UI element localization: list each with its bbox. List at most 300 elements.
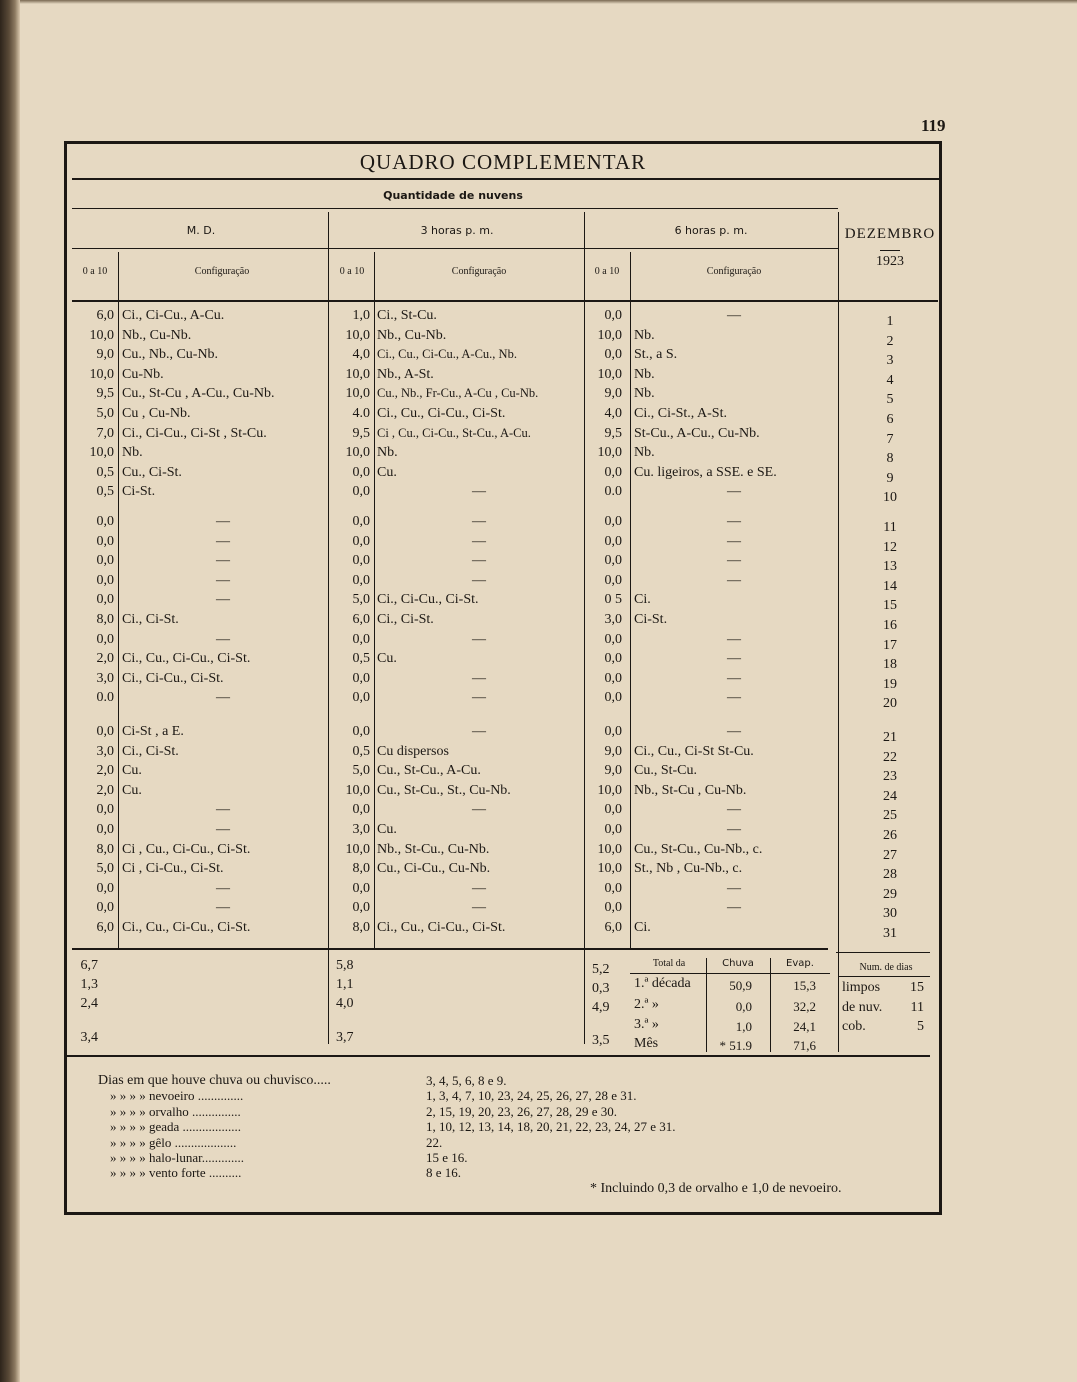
p3-cover-value: 10,0: [345, 327, 370, 343]
header-bottom-rule: [72, 300, 938, 302]
table-row: [0, 384, 1077, 408]
p3-cover-value: 0,0: [352, 670, 370, 686]
md-cover-value: 5,0: [96, 861, 114, 877]
md-config: Cu-Nb.: [122, 366, 164, 382]
md-config: Ci-St.: [122, 484, 156, 500]
p3-config: Cu dispersos: [377, 743, 449, 759]
md-config-dash: —: [216, 900, 230, 916]
day-number: 15: [883, 598, 897, 614]
table-row: [0, 551, 1077, 575]
md-cover-value: 0,0: [96, 724, 114, 739]
md-cover-value: 6,0: [96, 920, 114, 935]
day-number: 17: [883, 637, 897, 653]
day-number: 25: [883, 808, 897, 824]
p6-cover-value: 0,0: [604, 900, 622, 916]
p3-cover-value: 0,0: [352, 880, 370, 896]
md-config: Cu.: [122, 782, 142, 798]
md-config-dash: —: [216, 631, 230, 647]
p6-config-dash: —: [727, 880, 741, 896]
md-config-dash: —: [216, 514, 230, 529]
md-config-dash: —: [216, 572, 230, 588]
day-number: 14: [883, 578, 897, 594]
day-number: 21: [883, 730, 897, 745]
summary-days-rule: [836, 952, 930, 953]
p3-cover-value: 0,0: [352, 690, 370, 706]
table-row: [0, 326, 1077, 349]
note-label: » » » » gêlo ...................: [110, 1134, 237, 1150]
day-number: 11: [883, 520, 897, 535]
p6-cover-value: 0,0: [604, 308, 622, 323]
md-config: Cu , Cu-Nb.: [122, 406, 191, 421]
p6-cover-value: 10,0: [597, 841, 622, 857]
md-cover-value: 2,0: [96, 782, 114, 798]
table-row: [0, 781, 1077, 804]
table-row: [0, 898, 1077, 922]
day-number: 18: [883, 657, 897, 673]
p6-config: Ci., Ci-St., A-St.: [634, 406, 727, 421]
p3-config: Nb.: [377, 445, 398, 461]
p6-cover-value: 0,0: [604, 724, 622, 739]
note-value: 1, 10, 12, 13, 14, 18, 20, 21, 22, 23, 24, 27 e 31.: [426, 1119, 676, 1135]
totals-row-chuva: * 51.9: [719, 1038, 752, 1053]
group-header-md: M. D.: [186, 224, 216, 237]
md-cover-value: 10,0: [89, 366, 114, 382]
summary-3pm-value: 3,7: [336, 1030, 354, 1045]
table-row: [0, 722, 1077, 745]
md-config: Ci., Cu., Ci-Cu., Ci-St.: [122, 920, 251, 935]
day-number: 1: [886, 314, 894, 329]
summary-bottom-rule: [64, 1055, 930, 1057]
p6-cover-value: 10,0: [597, 782, 622, 798]
p3-cover-value: 0,0: [352, 484, 370, 500]
day-number: 16: [883, 618, 897, 633]
table-row: [0, 482, 1077, 506]
p6-cover-value: 0 5: [604, 592, 622, 608]
p3-cover-value: 0,0: [352, 572, 370, 588]
md-cover-value: 0,0: [96, 631, 114, 647]
p3-cover-value: 0,5: [352, 651, 370, 667]
p3-cover-value: 0,0: [352, 900, 370, 916]
p6-cover-value: 0,0: [604, 572, 622, 588]
summary-md-value: 6,7: [80, 958, 98, 973]
p6-config: Cu., St-Cu., Cu-Nb., c.: [634, 841, 763, 857]
p3-cover-value: 4,0: [352, 347, 370, 363]
subheader-config-md: Configuração: [194, 266, 250, 277]
note-value: 8 e 16.: [426, 1165, 462, 1181]
p6-config-dash: —: [727, 553, 741, 569]
p6-cover-value: 0,0: [604, 822, 622, 837]
note-label: » » » » nevoeiro ..............: [110, 1088, 244, 1104]
p3-config: Ci., Ci-St.: [377, 612, 434, 627]
totals-row-chuva: 0,0: [735, 999, 752, 1014]
totals-header-chuva: Chuva: [722, 958, 754, 969]
p6-config: Ci-St.: [634, 612, 668, 627]
totals-row-evap: 15,3: [793, 978, 816, 993]
day-number: 3: [886, 353, 894, 369]
summary-6pm-value: 3,5: [592, 1033, 610, 1048]
table-row: [0, 630, 1077, 653]
table-row: [0, 365, 1077, 388]
p3-config: Cu.: [377, 651, 397, 667]
day-number: 5: [886, 392, 894, 408]
table-row: [0, 820, 1077, 843]
md-config-dash: —: [216, 690, 230, 706]
p6-cover-value: 0,0: [604, 533, 622, 549]
md-cover-value: 3,0: [96, 743, 114, 759]
note-value: 1, 3, 4, 7, 10, 23, 24, 25, 26, 27, 28 e 31.: [426, 1088, 637, 1104]
p3-cover-value: 4.0: [352, 406, 370, 421]
days-count-value: 5: [917, 1019, 924, 1034]
md-cover-value: 3,0: [96, 670, 114, 686]
p6-config-dash: —: [727, 802, 741, 818]
day-number: 6: [886, 412, 894, 427]
month-header: DEZEMBRO: [844, 226, 936, 242]
p3-cover-value: 8,0: [352, 920, 370, 935]
p6-config: Nb.: [634, 366, 655, 382]
p6-cover-value: 0,0: [604, 670, 622, 686]
md-cover-value: 0,0: [96, 900, 114, 916]
days-count-value: 11: [910, 1000, 924, 1015]
day-number: 13: [883, 559, 897, 575]
table-row: [0, 800, 1077, 824]
p6-config: Ci.: [634, 920, 651, 935]
summary-3pm-value: 5,8: [336, 958, 354, 973]
p3-cover-value: 0,0: [352, 631, 370, 647]
p6-cover-value: 9,5: [604, 425, 622, 441]
p6-config: St., Nb , Cu-Nb., c.: [634, 861, 743, 877]
day-number: 20: [883, 696, 897, 712]
p6-config: Ci.: [634, 592, 651, 608]
md-config-dash: —: [216, 822, 230, 837]
year-header: 1923: [876, 254, 904, 269]
table-row: [0, 879, 1077, 902]
p3-config: Nb., Cu-Nb.: [377, 327, 447, 343]
summary-3pm-value: 1,1: [336, 977, 354, 992]
totals-row-evap: 24,1: [793, 1019, 816, 1034]
p3-cover-value: 0,0: [352, 553, 370, 569]
p3-config: Nb., A-St.: [377, 366, 434, 382]
p3-config-dash: —: [472, 553, 486, 569]
md-cover-value: 0,0: [96, 533, 114, 549]
totals-row-evap: 71,6: [793, 1038, 816, 1053]
p3-cover-value: 6,0: [352, 612, 370, 627]
summary-md-value: 1,3: [80, 977, 98, 992]
md-config-dash: —: [216, 533, 230, 549]
table-row: [0, 590, 1077, 614]
p6-config: Cu. ligeiros, a SSE. e SE.: [634, 464, 777, 480]
p3-config: Cu.: [377, 464, 397, 480]
day-number: 23: [883, 769, 897, 785]
group-header-3pm: 3 horas p. m.: [420, 224, 494, 237]
note-label: » » » » geada ..................: [110, 1119, 242, 1135]
subheader-scale-3pm: 0 a 10: [339, 266, 365, 277]
table-row: [0, 404, 1077, 427]
p6-cover-value: 0,0: [604, 514, 622, 529]
p3-config-dash: —: [472, 670, 486, 686]
day-number: 2: [886, 333, 894, 349]
p6-config: Nb.: [634, 327, 655, 343]
p3-config: Ci., Cu., Ci-Cu., A-Cu., Nb.: [377, 347, 517, 362]
totals-row-label: 3.ª »: [634, 1017, 659, 1032]
days-count-header: Num. de dias: [859, 962, 913, 973]
days-count-label: cob.: [842, 1019, 866, 1034]
p6-config-dash: —: [727, 690, 741, 706]
p6-cover-value: 4,0: [604, 406, 622, 421]
subheader-scale-md: 0 a 10: [82, 266, 108, 277]
table-row: [0, 649, 1077, 673]
table-row: [0, 859, 1077, 883]
p3-config-dash: —: [472, 802, 486, 818]
p3-config-dash: —: [472, 533, 486, 549]
subtitle-rule: [72, 208, 838, 209]
p3-config: Ci., Ci-Cu., Ci-St.: [377, 592, 479, 608]
p3-cover-value: 0,0: [352, 533, 370, 549]
p6-config-dash: —: [727, 822, 741, 837]
md-config-dash: —: [216, 880, 230, 896]
p3-config-dash: —: [472, 631, 486, 647]
md-config: Ci., Ci-Cu., A-Cu.: [122, 308, 225, 323]
p6-config-dash: —: [727, 533, 741, 549]
p3-cover-value: 10,0: [345, 782, 370, 798]
p6-config: Cu., St-Cu.: [634, 763, 698, 779]
p6-cover-value: 10,0: [597, 327, 622, 343]
totals-row-chuva: 50,9: [729, 978, 752, 993]
p3-config: Cu., St-Cu., St., Cu-Nb.: [377, 782, 511, 798]
p3-cover-value: 10,0: [345, 386, 370, 402]
day-number: 22: [883, 749, 897, 765]
summary-top-rule: [72, 948, 828, 950]
totals-row-chuva: 1,0: [735, 1019, 752, 1034]
day-number: 26: [883, 828, 897, 843]
note-value: 2, 15, 19, 20, 23, 26, 27, 28, 29 e 30.: [426, 1103, 618, 1119]
p3-cover-value: 0,0: [352, 514, 370, 529]
p3-config-dash: —: [472, 690, 486, 706]
table-title: QUADRO COMPLEMENTAR: [359, 150, 647, 174]
day-number: 8: [886, 451, 894, 467]
footnote: * Incluindo 0,3 de orvalho e 1,0 de nevoeiro.: [590, 1181, 842, 1196]
table-row: [0, 532, 1077, 555]
p3-cover-value: 5,0: [352, 763, 370, 779]
p6-cover-value: 10,0: [597, 366, 622, 382]
table-row: [0, 424, 1077, 447]
p6-config: Nb.: [634, 445, 655, 461]
md-config: Ci., Ci-St.: [122, 743, 179, 759]
md-cover-value: 2,0: [96, 763, 114, 779]
totals-row-label: Mês: [634, 1036, 659, 1051]
md-cover-value: 8,0: [96, 612, 114, 627]
p6-config-dash: —: [727, 484, 741, 500]
p6-config: Nb.: [634, 386, 655, 402]
md-config: Ci., Ci-Cu., Ci-St , St-Cu.: [122, 425, 267, 441]
p6-config-dash: —: [727, 724, 741, 739]
md-cover-value: 0,0: [96, 553, 114, 569]
totals-header-total: Total da: [652, 958, 686, 969]
md-cover-value: 9,0: [96, 347, 114, 363]
summary-md-value: 3,4: [80, 1030, 98, 1045]
day-number: 28: [883, 867, 897, 883]
p3-cover-value: 9,5: [352, 425, 370, 441]
note-value: 15 e 16.: [426, 1150, 468, 1165]
table-row: [0, 688, 1077, 712]
p3-config: Cu.: [377, 822, 397, 837]
p3-config-dash: —: [472, 484, 486, 500]
day-number: 24: [883, 788, 897, 804]
p3-cover-value: 0,0: [352, 802, 370, 818]
p6-cover-value: 0,0: [604, 464, 622, 480]
group-rule: [72, 248, 838, 249]
md-cover-value: 9,5: [96, 386, 114, 402]
p6-cover-value: 9,0: [604, 743, 622, 759]
p6-cover-value: 0,0: [604, 631, 622, 647]
table-row: [0, 443, 1077, 467]
md-cover-value: 2,0: [96, 651, 114, 667]
p6-cover-value: 0,0: [604, 347, 622, 363]
p3-config: Ci , Cu., Ci-Cu., St-Cu., A-Cu.: [377, 425, 531, 440]
p6-config-dash: —: [727, 900, 741, 916]
p3-config: Ci., St-Cu.: [377, 308, 437, 323]
table-row: [0, 306, 1077, 329]
p3-cover-value: 0,0: [352, 724, 370, 739]
table-row: [0, 918, 1077, 941]
md-cover-value: 0,5: [96, 464, 114, 480]
title-rule: [72, 178, 940, 180]
days-count-label: de nuv.: [842, 1000, 883, 1015]
totals-row-label: 2.ª »: [634, 997, 659, 1012]
subheader-config-6pm: Configuração: [706, 266, 762, 277]
p3-cover-value: 5,0: [352, 592, 370, 608]
md-config-dash: —: [216, 802, 230, 818]
note-label: » » » » vento forte ..........: [110, 1165, 242, 1181]
month-dash: [880, 250, 900, 251]
md-config: Cu., St-Cu , A-Cu., Cu-Nb.: [122, 386, 275, 402]
p3-config: Ci., Cu., Ci-Cu., Ci-St.: [377, 406, 506, 421]
md-config: Nb.: [122, 445, 143, 461]
note-value: 3, 4, 5, 6, 8 e 9.: [426, 1073, 507, 1088]
p3-config-dash: —: [472, 572, 486, 588]
day-number: 27: [883, 847, 897, 863]
table-row: [0, 669, 1077, 692]
summary-3pm-value: 4,0: [336, 996, 354, 1011]
table-row: [0, 840, 1077, 863]
totals-header-evap: Evap.: [786, 958, 814, 969]
md-cover-value: 0,0: [96, 572, 114, 588]
summary-6pm-value: 0,3: [592, 981, 610, 996]
md-cover-value: 0,0: [96, 822, 114, 837]
md-cover-value: 8,0: [96, 841, 114, 857]
md-config: Ci-St , a E.: [122, 724, 184, 739]
md-config: Ci., Ci-St.: [122, 612, 179, 627]
p6-cover-value: 0.0: [604, 484, 622, 500]
p3-config: Cu., Ci-Cu., Cu-Nb.: [377, 861, 491, 877]
day-number: 31: [883, 926, 897, 941]
md-cover-value: 5,0: [96, 406, 114, 421]
table-row: [0, 761, 1077, 785]
md-config-dash: —: [216, 592, 230, 608]
md-cover-value: 0,0: [96, 592, 114, 608]
p6-cover-value: 9,0: [604, 763, 622, 779]
p6-cover-value: 0,0: [604, 880, 622, 896]
day-number: 4: [886, 372, 894, 388]
md-cover-value: 0,0: [96, 880, 114, 896]
subheader-scale-6pm: 0 a 10: [594, 266, 620, 277]
totals-row-evap: 32,2: [793, 999, 816, 1014]
table-row: [0, 610, 1077, 633]
note-label: Dias em que houve chuva ou chuvisco.....: [98, 1073, 331, 1088]
table-subtitle: Quantidade de nuvens: [383, 189, 523, 202]
p6-config-dash: —: [727, 631, 741, 647]
days-count-rule: [838, 976, 930, 977]
p3-cover-value: 8,0: [352, 861, 370, 877]
p6-cover-value: 10,0: [597, 861, 622, 877]
p6-config-dash: —: [727, 670, 741, 686]
p3-cover-value: 10,0: [345, 841, 370, 857]
totals-header-rule: [630, 973, 830, 974]
md-config-dash: —: [216, 553, 230, 569]
md-config: Cu., Ci-St.: [122, 464, 182, 480]
day-number: 9: [886, 470, 894, 486]
summary-md-value: 2,4: [80, 996, 98, 1011]
p6-config: St., a S.: [634, 347, 678, 363]
table-row: [0, 463, 1077, 486]
md-config: Ci., Cu., Ci-Cu., Ci-St.: [122, 651, 251, 667]
table-row: [0, 345, 1077, 369]
page-top-shade: [20, 0, 1077, 4]
p6-cover-value: 3,0: [604, 612, 622, 627]
md-config: Cu.: [122, 763, 142, 779]
p3-cover-value: 3,0: [352, 822, 370, 837]
md-cover-value: 0,5: [96, 484, 114, 500]
totals-row-label: 1.ª década: [634, 976, 691, 991]
md-config: Ci., Ci-Cu., Ci-St.: [122, 670, 224, 686]
p6-cover-value: 9,0: [604, 386, 622, 402]
note-label: » » » » orvalho ...............: [110, 1103, 241, 1119]
page-number: 119: [921, 116, 946, 135]
p3-config-dash: —: [472, 724, 486, 739]
note-label: » » » » halo-lunar.............: [110, 1150, 244, 1165]
p3-config: Ci., Cu., Ci-Cu., Ci-St.: [377, 920, 506, 935]
days-count-value: 15: [910, 980, 924, 995]
p6-cover-value: 0,0: [604, 690, 622, 706]
p3-cover-value: 10,0: [345, 445, 370, 461]
p3-config: Cu., Nb., Fr-Cu., A-Cu , Cu-Nb.: [377, 386, 539, 401]
p3-config-dash: —: [472, 514, 486, 529]
p3-cover-value: 0,5: [352, 743, 370, 759]
p6-config-dash: —: [727, 651, 741, 667]
p3-config-dash: —: [472, 900, 486, 916]
md-cover-value: 10,0: [89, 445, 114, 461]
md-config: Nb., Cu-Nb.: [122, 327, 192, 343]
p3-config: Nb., St-Cu., Cu-Nb.: [377, 841, 490, 857]
p6-config-dash: —: [727, 514, 741, 529]
day-number: 10: [883, 490, 897, 506]
days-count-label: limpos: [842, 980, 881, 995]
p6-config: Nb., St-Cu , Cu-Nb.: [634, 782, 747, 798]
p6-cover-value: 6,0: [604, 920, 622, 935]
p6-config-dash: —: [727, 308, 741, 323]
table-row: [0, 571, 1077, 594]
day-number: 19: [883, 676, 897, 692]
md-cover-value: 0.0: [96, 690, 114, 706]
p6-cover-value: 10,0: [597, 445, 622, 461]
p6-config: Ci., Cu., Ci-St St-Cu.: [634, 743, 754, 759]
p3-cover-value: 1,0: [352, 308, 370, 323]
note-value: 22.: [426, 1134, 443, 1150]
summary-6pm-value: 5,2: [592, 962, 610, 977]
day-number: 12: [883, 539, 897, 555]
p6-config: St-Cu., A-Cu., Cu-Nb.: [634, 425, 760, 441]
summary-6pm-value: 4,9: [592, 1000, 610, 1015]
md-cover-value: 0,0: [96, 802, 114, 818]
